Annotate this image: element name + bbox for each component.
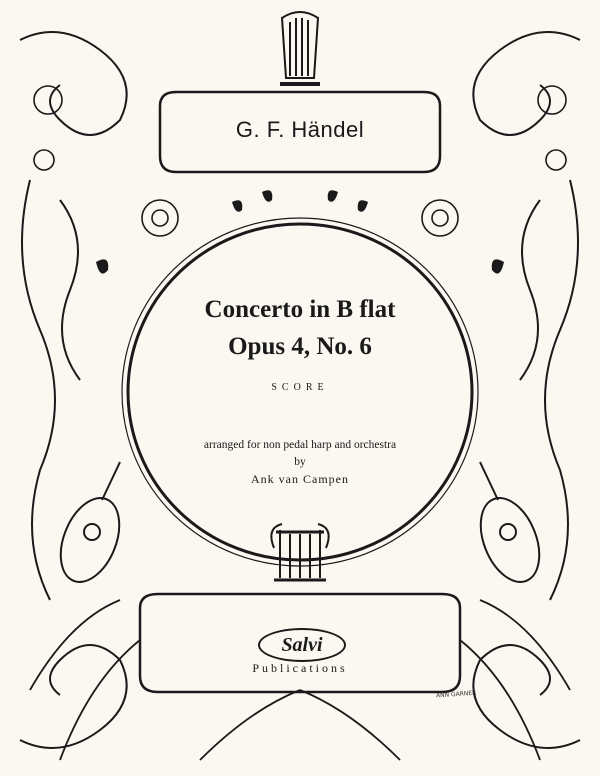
composer-name: G. F. Händel bbox=[235, 117, 365, 142]
score-label: SCORE bbox=[271, 382, 329, 393]
publisher-name: Publications bbox=[252, 661, 348, 675]
lute-right-icon bbox=[469, 462, 550, 591]
by-label: by bbox=[294, 456, 306, 468]
publisher-logo: Salvi bbox=[258, 628, 346, 662]
harp-icon bbox=[280, 12, 320, 84]
lyre-icon bbox=[271, 524, 328, 580]
title-line-1: Concerto in B flat bbox=[204, 296, 396, 323]
arranger-name: Ank van Campen bbox=[251, 472, 349, 486]
rosette-icon bbox=[34, 86, 566, 236]
title-line-2: Opus 4, No. 6 bbox=[228, 333, 372, 360]
lute-left-icon bbox=[49, 462, 130, 591]
arranged-line: arranged for non pedal harp and orchestra bbox=[203, 439, 397, 451]
artist-signature: ANN GARNER bbox=[435, 689, 477, 700]
leaf-icon bbox=[96, 190, 504, 273]
